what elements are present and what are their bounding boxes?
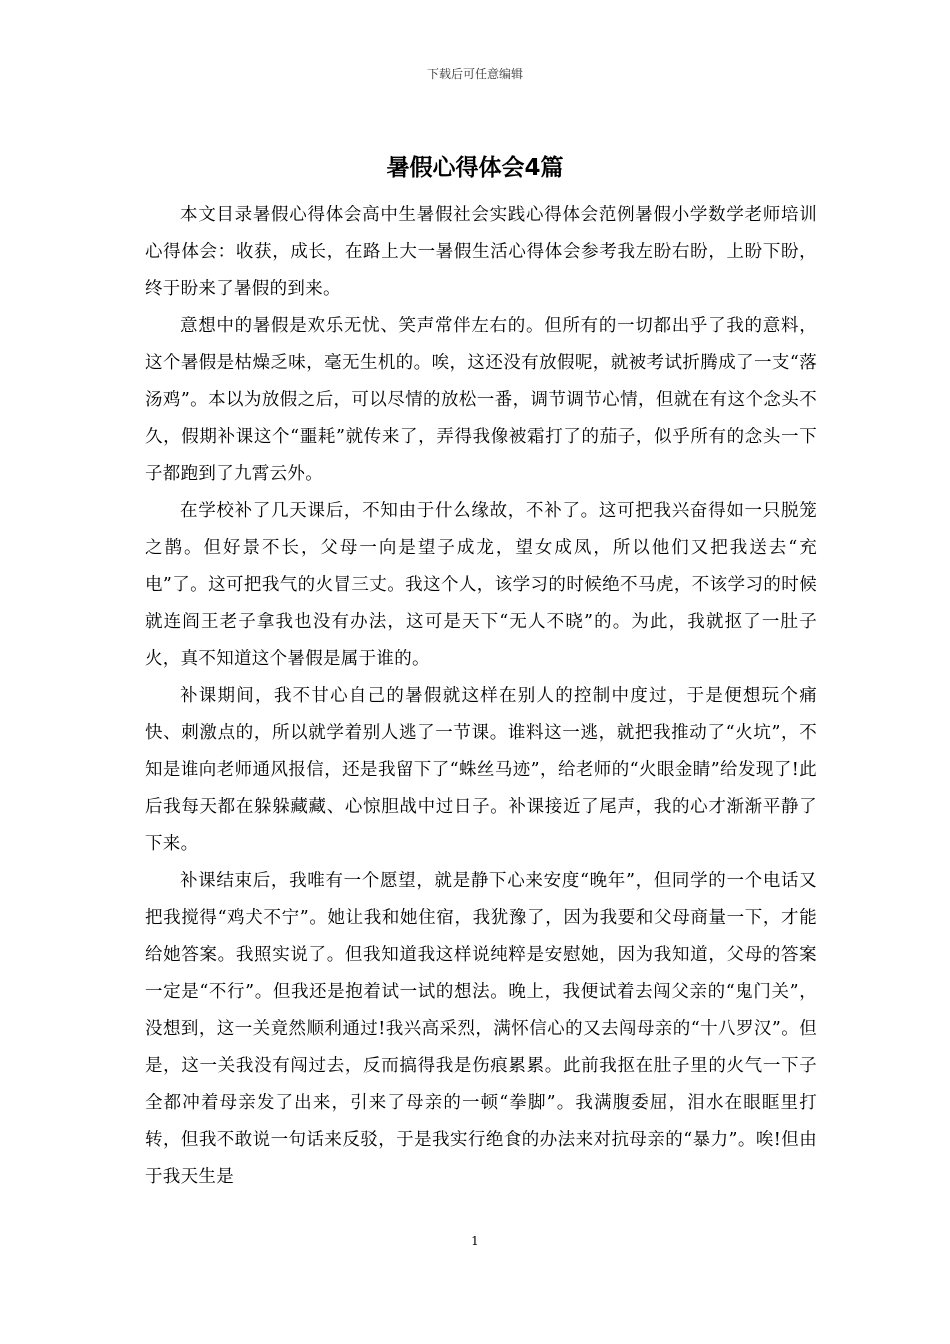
page-number: 1 — [471, 1234, 479, 1248]
paragraph-2: 意想中的暑假是欢乐无忧、笑声常伴左右的。但所有的一切都出乎了我的意料，这个暑假是枯燥乏味，毫无生机的。唉，这还没有放假呢，就被考试折腾成了一支“落汤鸡”。本以为放假之后，可以尽情的放松一番，调节调节心情，但就在有这个念头不久，假期补课这个“噩耗”就传来了，弄得我像被霜打了的茄子，似乎所有的念头一下子都跑到了九霄云外。 — [145, 316, 817, 484]
paragraph-5: 补课结束后，我唯有一个愿望，就是静下心来安度“晚年”，但同学的一个电话又把我搅得“鸡犬不宁”。她让我和她住宿，我犹豫了，因为我要和父母商量一下，才能给她答案。我照实说了。但我知道我这样说纯粹是安慰她，因为我知道，父母的答案一定是“不行”。但我还是抱着试一试的想法。晚上，我便试着去闯父亲的“鬼门关”，没想到，这一关竟然顺利通过!我兴高采烈，满怀信心的又去闯母亲的“十八罗汉”。但是，这一关我没有闯过去，反而搞得我是伤痕累累。此前我抠在肚子里的火气一下子全都冲着母亲发了出来，引来了母亲的一顿“拳脚”。我满腹委屈，泪水在眼眶里打转，但我不敢说一句话来反驳，于是我实行绝食的办法来对抗母亲的“暴力”。唉!但由于我天生是 — [145, 871, 817, 1187]
document-body — [145, 197, 817, 1207]
paragraph-4: 补课期间，我不甘心自己的暑假就这样在别人的控制中度过，于是便想玩个痛快、刺激点的，所以就学着别人逃了一节课。谁料这一逃，就把我推动了“火坑”，不知是谁向老师通风报信，还是我留下了“蛛丝马迹”，给老师的“火眼金睛”给发现了!此后我每天都在躲躲藏藏、心惊胆战中过日子。补课接近了尾声，我的心才渐渐平静了下来。 — [145, 686, 817, 854]
paragraph-3: 在学校补了几天课后，不知由于什么缘故，不补了。这可把我兴奋得如一只脱笼之鹊。但好景不长，父母一向是望子成龙，望女成凤，所以他们又把我送去“充电”了。这可把我气的火冒三丈。我这个人，该学习的时候绝不马虎，不该学习的时候就连阎王老子拿我也没有办法，这可是天下“无人不晓”的。为此，我就抠了一肚子火，真不知道这个暑假是属于谁的。 — [145, 501, 817, 669]
page-header: 下载后可任意编辑 — [426, 67, 523, 81]
paragraph-1: 本文目录暑假心得体会高中生暑假社会实践心得体会范例暑假小学数学老师培训心得体会：收获，成长，在路上大一暑假生活心得体会参考我左盼右盼，上盼下盼，终于盼来了暑假的到来。 — [145, 205, 817, 299]
document-title: 暑假心得体会4篇 — [386, 155, 564, 181]
